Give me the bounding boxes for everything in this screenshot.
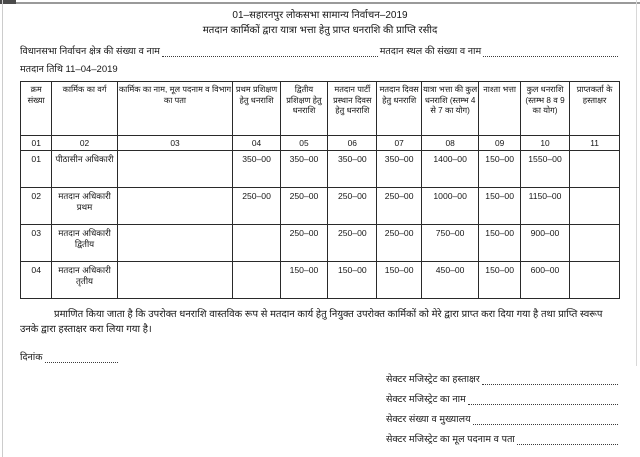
col-number: 05 (280, 136, 327, 151)
cell-amount: 250–00 (377, 188, 421, 225)
col-header-recipient-signature: प्राप्तकर्ता के हस्ताक्षर (570, 82, 620, 136)
cell-amount: 250–00 (280, 188, 327, 225)
cell-signature (570, 188, 620, 225)
col-number: 09 (479, 136, 521, 151)
cell-name (117, 262, 233, 299)
col-header-first-training: प्रथम प्रशिक्षण हेतु धनराशि (233, 82, 280, 136)
col-header-grand-total: कुल धनराशि (स्तम्भ 8 व 9 का योग) (520, 82, 569, 136)
cell-signature (570, 262, 620, 299)
signature-blank-line (468, 402, 618, 405)
cell-amount: 150–00 (479, 225, 521, 262)
column-number-row (21, 136, 620, 151)
cell-amount: 900–00 (520, 225, 569, 262)
signature-blank-line (473, 422, 618, 425)
cell-amount: 350–00 (377, 151, 421, 188)
cell-amount: 250–00 (280, 225, 327, 262)
col-number: 03 (117, 136, 233, 151)
cell-name (117, 151, 233, 188)
table-header-row (21, 82, 620, 136)
polling-station-label: मतदान स्थल की संख्या व नाम (379, 46, 482, 57)
receipt-title: मतदान कार्मिकों द्वारा यात्रा भत्ता हेतु प्राप्त धनराशि की प्राप्ति रसीद (202, 25, 438, 36)
polling-date-line: मतदान तिथि 11–04–2019 (20, 64, 118, 75)
col-number: 01 (21, 136, 52, 151)
col-number: 04 (233, 136, 280, 151)
signature-line (386, 412, 620, 425)
signature-line (386, 392, 620, 405)
col-header-departure-day: मतदान पार्टी प्रस्थान दिवस हेतु धनराशि (328, 82, 377, 136)
cell-amount: 350–00 (280, 151, 327, 188)
table-row (21, 262, 620, 299)
col-header-travel-total: यात्रा भत्ता की कुल धनराशि (स्तम्भ 4 से 7 का योग) (421, 82, 479, 136)
cell-serial: 02 (21, 188, 52, 225)
cell-category: मतदान अधिकारी प्रथम (52, 188, 117, 225)
cell-amount (233, 225, 280, 262)
table-row (21, 151, 620, 188)
col-number: 07 (377, 136, 421, 151)
signature-blank-line (517, 442, 618, 445)
cell-amount: 150–00 (328, 262, 377, 299)
col-header-breakfast: नाश्ता भत्ता (479, 82, 521, 136)
signature-line (386, 432, 620, 445)
constituency-line (20, 44, 620, 57)
cell-amount: 750–00 (421, 225, 479, 262)
cell-serial: 04 (21, 262, 52, 299)
cell-amount: 1400–00 (421, 151, 479, 188)
signature-line-label: सेक्टर मजिस्ट्रेट का मूल पदनाम व पता (386, 434, 515, 446)
cell-amount: 150–00 (479, 188, 521, 225)
cell-category: मतदान अधिकारी द्वितीय (52, 225, 117, 262)
polling-station-blank-line (483, 54, 618, 57)
cell-amount: 1000–00 (421, 188, 479, 225)
cell-amount: 250–00 (377, 225, 421, 262)
sector-magistrate-signature-block (386, 372, 620, 445)
cell-amount: 1150–00 (520, 188, 569, 225)
col-header-second-training: द्वितीय प्रशिक्षण हेतु धनराशि (280, 82, 327, 136)
cell-serial: 03 (21, 225, 52, 262)
election-title: 01–सहारनपुर लोकसभा सामान्य निर्वाचन–2019 (232, 10, 408, 21)
cell-category: मतदान अधिकारी तृतीय (52, 262, 117, 299)
col-header-category: कार्मिक का वर्ग (52, 82, 117, 136)
cell-serial: 01 (21, 151, 52, 188)
col-header-name: कार्मिक का नाम, मूल पदनाम व विभाग का पता (117, 82, 233, 136)
cell-name (117, 188, 233, 225)
col-number: 06 (328, 136, 377, 151)
cell-amount: 250–00 (328, 188, 377, 225)
cell-amount: 150–00 (479, 262, 521, 299)
cell-amount (233, 262, 280, 299)
date-field (20, 350, 120, 363)
constituency-blank-line (162, 54, 378, 57)
cell-amount: 450–00 (421, 262, 479, 299)
allowance-table (20, 81, 620, 299)
col-number: 08 (421, 136, 479, 151)
cell-amount: 150–00 (479, 151, 521, 188)
cell-signature (570, 151, 620, 188)
cell-amount: 350–00 (328, 151, 377, 188)
col-number: 02 (52, 136, 117, 151)
cell-category: पीठासीन अधिकारी (52, 151, 117, 188)
signature-line-label: सेक्टर मजिस्ट्रेट का हस्ताक्षर (386, 374, 480, 386)
cell-amount: 150–00 (377, 262, 421, 299)
signature-line (386, 372, 620, 385)
col-header-serial: क्रम संख्या (21, 82, 52, 136)
cell-amount: 1550–00 (520, 151, 569, 188)
constituency-label: विधानसभा निर्वाचन क्षेत्र की संख्या व नाम (20, 46, 160, 57)
cell-amount: 350–00 (233, 151, 280, 188)
date-blank-line (45, 360, 118, 363)
col-number: 10 (520, 136, 569, 151)
cell-name (117, 225, 233, 262)
table-row (21, 188, 620, 225)
signature-line-label: सेक्टर संख्या व मुख्यालय (386, 414, 471, 426)
signature-blank-line (482, 382, 618, 385)
col-header-polling-day: मतदान दिवस हेतु धनराशि (377, 82, 421, 136)
cell-amount: 250–00 (328, 225, 377, 262)
cell-amount: 600–00 (520, 262, 569, 299)
certification-text: प्रमाणित किया जाता है कि उपरोक्त धनराशि वास्तविक रूप से मतदान कार्य हेतु नियुक्त उपरोक्त कार्मिकों को मेरे द्वारा प्राप्त करा दिया गया है तथा प्राप्ति स्वरूप उनके द्वारा हस्ताक्षर करा लिया गया है। (20, 309, 603, 335)
cell-amount: 250–00 (233, 188, 280, 225)
date-field-label: दिनांक (20, 352, 43, 364)
table-row (21, 225, 620, 262)
signature-line-label: सेक्टर मजिस्ट्रेट का नाम (386, 394, 466, 406)
cell-signature (570, 225, 620, 262)
col-number: 11 (570, 136, 620, 151)
cell-amount: 150–00 (280, 262, 327, 299)
